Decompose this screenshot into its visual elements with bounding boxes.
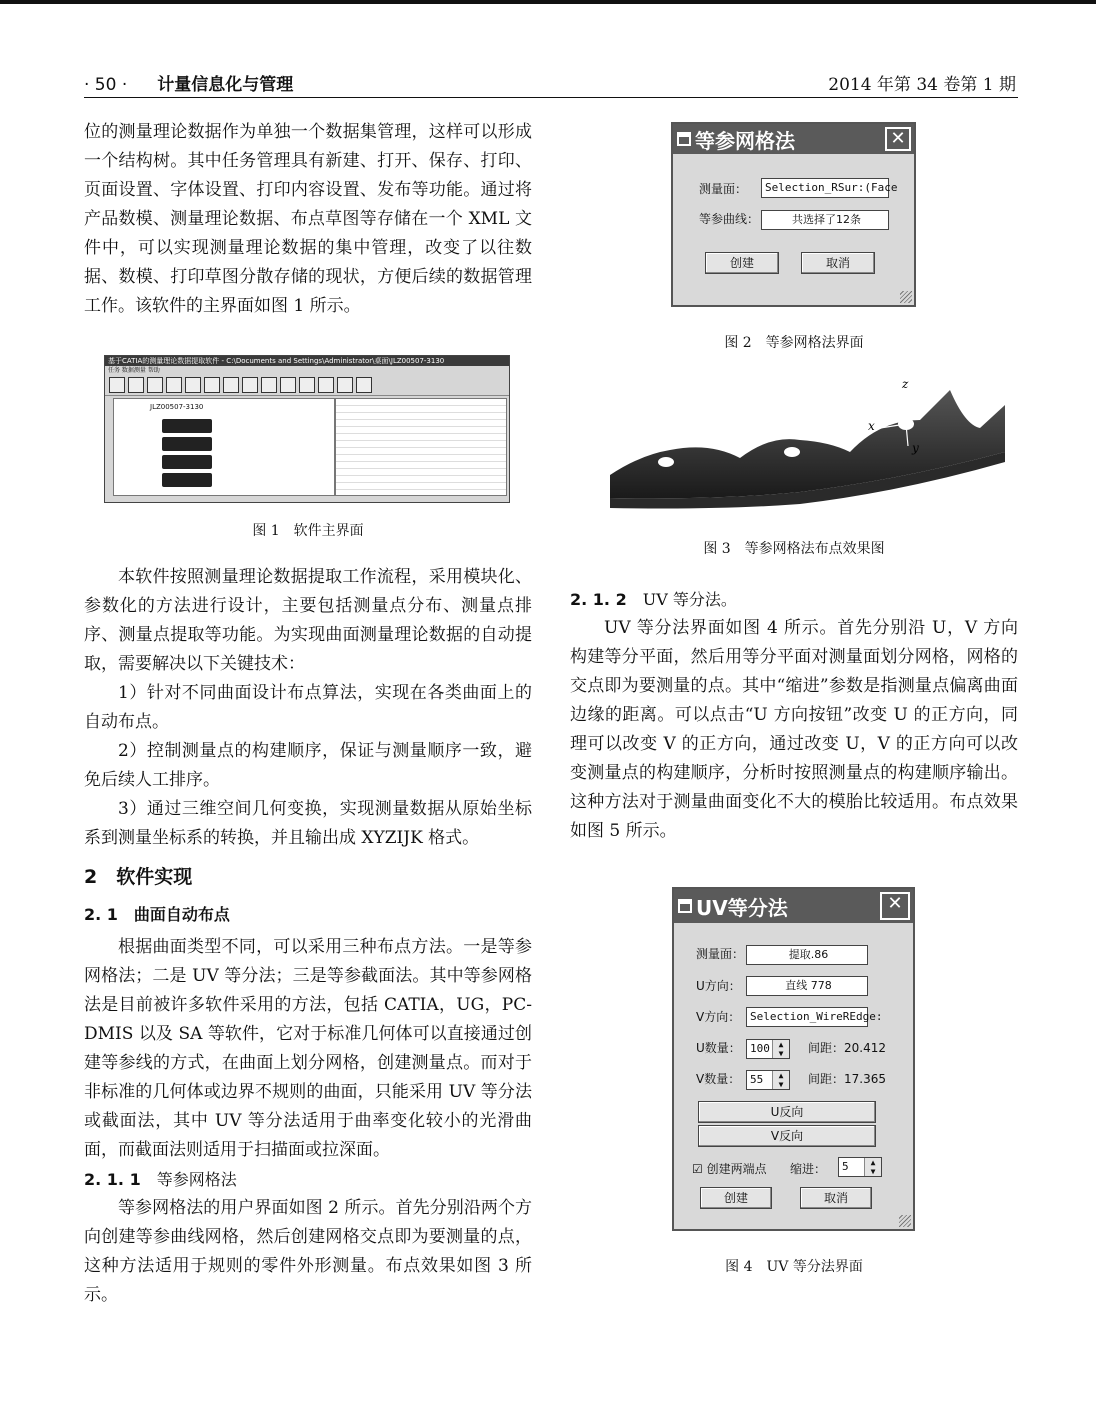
open-icon (128, 377, 144, 393)
fig1-menu-bar: 任务 数据测量 帮助 (108, 367, 160, 374)
page-icon (166, 377, 182, 393)
paragraph: 根据曲面类型不同，可以采用三种布点方法。一是等参网格法；二是 UV 等分法；三是等参截面法。其中等参网格法是目前被许多软件采用的方法，包括 CATIA，UG，PC-DMIS 以及 SA 等软件，它对于标准几何体可以直接通过创建等参线的方式，在曲面上划分网格，创建测量点。而对于非标准的几何体或边界不规则的曲面，只能采用 UV 等分法或截面法，其中 UV 等分法适用于曲率变化较小的光滑曲面，而截面法则适用于扫描面或拉深面。 (84, 937, 532, 1160)
font-icon (204, 377, 220, 393)
create-button[interactable]: 创建 (700, 1187, 772, 1209)
heading-title: UV 等分法。 (642, 590, 737, 609)
paragraph: 3）通过三维空间几何变换，实现测量数据从原始坐标系到测量坐标系的转换，并且输出成 XYZIJK 格式。 (84, 799, 532, 848)
close-icon[interactable]: ✕ (885, 127, 911, 151)
paragraph: 本软件按照测量理论数据提取工作流程，采用模块化、参数化的方法进行设计，主要包括测量点分布、测量点排序、测量点提取等功能。为实现曲面测量理论数据的自动提取，需要解决以下关键技术： (84, 567, 532, 674)
axis-icon (337, 377, 353, 393)
fig1-title-bar: 基于CATIA的测量理论数据提取软件 - C:\Documents and Settings\Administrator\桌面\JLZ00507-3130 (105, 356, 509, 366)
heading-title: 等参网格法 (156, 1170, 237, 1189)
fig4-label-ucount: U数量： (696, 1041, 741, 1055)
figure-1-screenshot (104, 355, 510, 503)
fig2-label-surface: 测量面： (699, 182, 748, 196)
tool-icon (242, 377, 258, 393)
fig4-label-vcount: V数量： (696, 1072, 741, 1086)
window-icon (677, 132, 691, 146)
mounting-hole (784, 447, 800, 457)
fig2-title: 等参网格法 (695, 128, 795, 153)
resize-grip-icon[interactable] (899, 1215, 911, 1227)
heading-number: 2. 1. 1 (84, 1170, 141, 1189)
create-button[interactable]: 创建 (705, 252, 779, 274)
right-column-text (570, 585, 1018, 846)
fig2-title-bar (673, 124, 914, 154)
fig4-vspacing: 间距：17.365 (808, 1072, 886, 1086)
vcount-value: 55 (750, 1073, 764, 1086)
tree-node (162, 473, 212, 487)
fig2-surface-field[interactable]: Selection_RSur:(Face (761, 178, 889, 198)
grid2-icon (318, 377, 334, 393)
journal-name: 计量信息化与管理 (157, 75, 294, 95)
fig4-vcount-field[interactable] (746, 1070, 790, 1090)
fig4-title-bar (674, 889, 913, 923)
print-icon (185, 377, 201, 393)
axis-label-y: y (912, 441, 919, 455)
header-rule (84, 97, 1018, 98)
fig3-curved-part (600, 377, 1020, 520)
fig2-caption: 图 2 等参网格法界面 (724, 335, 864, 351)
fig4-uspacing: 间距：20.412 (808, 1041, 886, 1055)
fig4-label-u: U方向： (696, 979, 741, 993)
subsubsection-heading (570, 585, 1018, 614)
curve-icon (261, 377, 277, 393)
fig1-tree-root: JLZ00507-3130 (150, 403, 204, 411)
cancel-button[interactable]: 取消 (801, 252, 875, 274)
top-rule (0, 0, 1096, 4)
axis-label-z: z (902, 377, 909, 391)
fig1-caption: 图 1 软件主界面 (252, 523, 364, 539)
fig4-label-indent: 缩进： (790, 1162, 827, 1176)
subsection-heading: 2. 1 曲面自动布点 (84, 905, 230, 924)
mounting-hole (658, 457, 674, 467)
issue-info: 2014 年第 34 卷第 1 期 (828, 75, 1016, 95)
fig4-dialog (672, 887, 915, 1231)
paragraph: 位的测量理论数据作为单独一个数据集管理，这样可以形成一个结构树。其中任务管理具有新建、打开、保存、打印、页面设置、字体设置、打印内容设置、发布等功能。通过将产品数模、测量理论数据、布点草图等存储在一个 XML 文件中，可以实现测量理论数据的集中管理，改变了以往数据、数模、打印草图分散存储的现状，方便后续的数据管理工作。该软件的主界面如图 1 所示。 (84, 122, 532, 316)
spinner-icon[interactable]: ▲ ▼ (772, 1040, 789, 1058)
fig4-surface-field[interactable]: 提取.86 (746, 945, 868, 965)
close-icon[interactable]: ✕ (880, 892, 910, 920)
left-column-bottom (84, 563, 532, 1310)
running-header-left (84, 70, 293, 98)
paragraph: 等参网格法的用户界面如图 2 所示。首先分别沿两个方向创建等参曲线网格，然后创建网格交点即为要测量的点，这种方法适用于规则的零件外形测量。布点效果如图 3 所示。 (84, 1198, 532, 1305)
fig3-caption: 图 3 等参网格法布点效果图 (703, 541, 885, 557)
fig4-v-field[interactable]: Selection_WireREdge: (746, 1007, 868, 1027)
line-icon (280, 377, 296, 393)
fig1-toolbar (105, 375, 509, 396)
fig1-data-grid (335, 398, 507, 496)
u-reverse-button[interactable]: U反向 (698, 1101, 876, 1123)
paragraph: 2）控制测量点的构建顺序，保证与测量顺序一致，避免后续人工排序。 (84, 741, 532, 790)
fig4-caption: 图 4 UV 等分法界面 (725, 1259, 863, 1275)
indent-value: 5 (842, 1160, 849, 1173)
left-column-top (84, 118, 532, 321)
fig4-ucount-field[interactable] (746, 1039, 790, 1059)
fig1-tree-panel (113, 398, 335, 496)
fig4-label-surface: 测量面： (696, 947, 745, 961)
tree-node (162, 437, 212, 451)
fig4-title: UV等分法 (696, 895, 788, 920)
axis-label-x: x (868, 419, 875, 433)
points-icon (356, 377, 372, 393)
fig2-label-curves: 等参曲线： (699, 212, 760, 226)
save-icon (147, 377, 163, 393)
window-icon (678, 899, 692, 913)
cancel-button[interactable]: 取消 (800, 1187, 872, 1209)
v-reverse-button[interactable]: V反向 (698, 1125, 876, 1147)
create-endpoints-checkbox[interactable]: ☑ 创建两端点 (692, 1162, 767, 1176)
tree-node (162, 419, 212, 433)
paragraph: UV 等分法界面如图 4 所示。首先分别沿 U，V 方向构建等分平面，然后用等分平面对测量面划分网格，网格的交点即为要测量的点。其中“缩进”参数是指测量点偏离曲面边缘的距离。可以点击“U 方向按钮”改变 U 的正方向，同理可以改变 V 的正方向，通过改变 U，V 的正方向可以改变测量点的构建顺序，分析时按照测量点的构建顺序输出。这种方法对于测量曲面变化不大的模胎比较适用。布点效果如图 5 所示。 (570, 618, 1018, 841)
fig2-curves-field[interactable]: 共选择了12条 (761, 210, 889, 230)
paragraph: 1）针对不同曲面设计布点算法，实现在各类曲面上的自动布点。 (84, 683, 532, 732)
page-number: · 50 · (84, 75, 128, 95)
part-body (610, 390, 1005, 498)
grid-icon (299, 377, 315, 393)
resize-grip-icon[interactable] (900, 291, 912, 303)
fig4-label-v: V方向： (696, 1010, 741, 1024)
fig4-u-field[interactable]: 直线 778 (746, 976, 868, 996)
spinner-icon[interactable]: ▲ ▼ (864, 1158, 881, 1176)
tree-node (162, 455, 212, 469)
subsubsection-heading (84, 1165, 532, 1194)
new-icon (109, 377, 125, 393)
heading-number: 2. 1. 2 (570, 590, 627, 609)
ucount-value: 100 (750, 1042, 770, 1055)
table-icon (223, 377, 239, 393)
spinner-icon[interactable]: ▲ ▼ (772, 1071, 789, 1089)
section-heading: 2 软件实现 (84, 866, 193, 888)
fig2-dialog (671, 122, 916, 307)
fig4-indent-field[interactable] (838, 1157, 882, 1177)
